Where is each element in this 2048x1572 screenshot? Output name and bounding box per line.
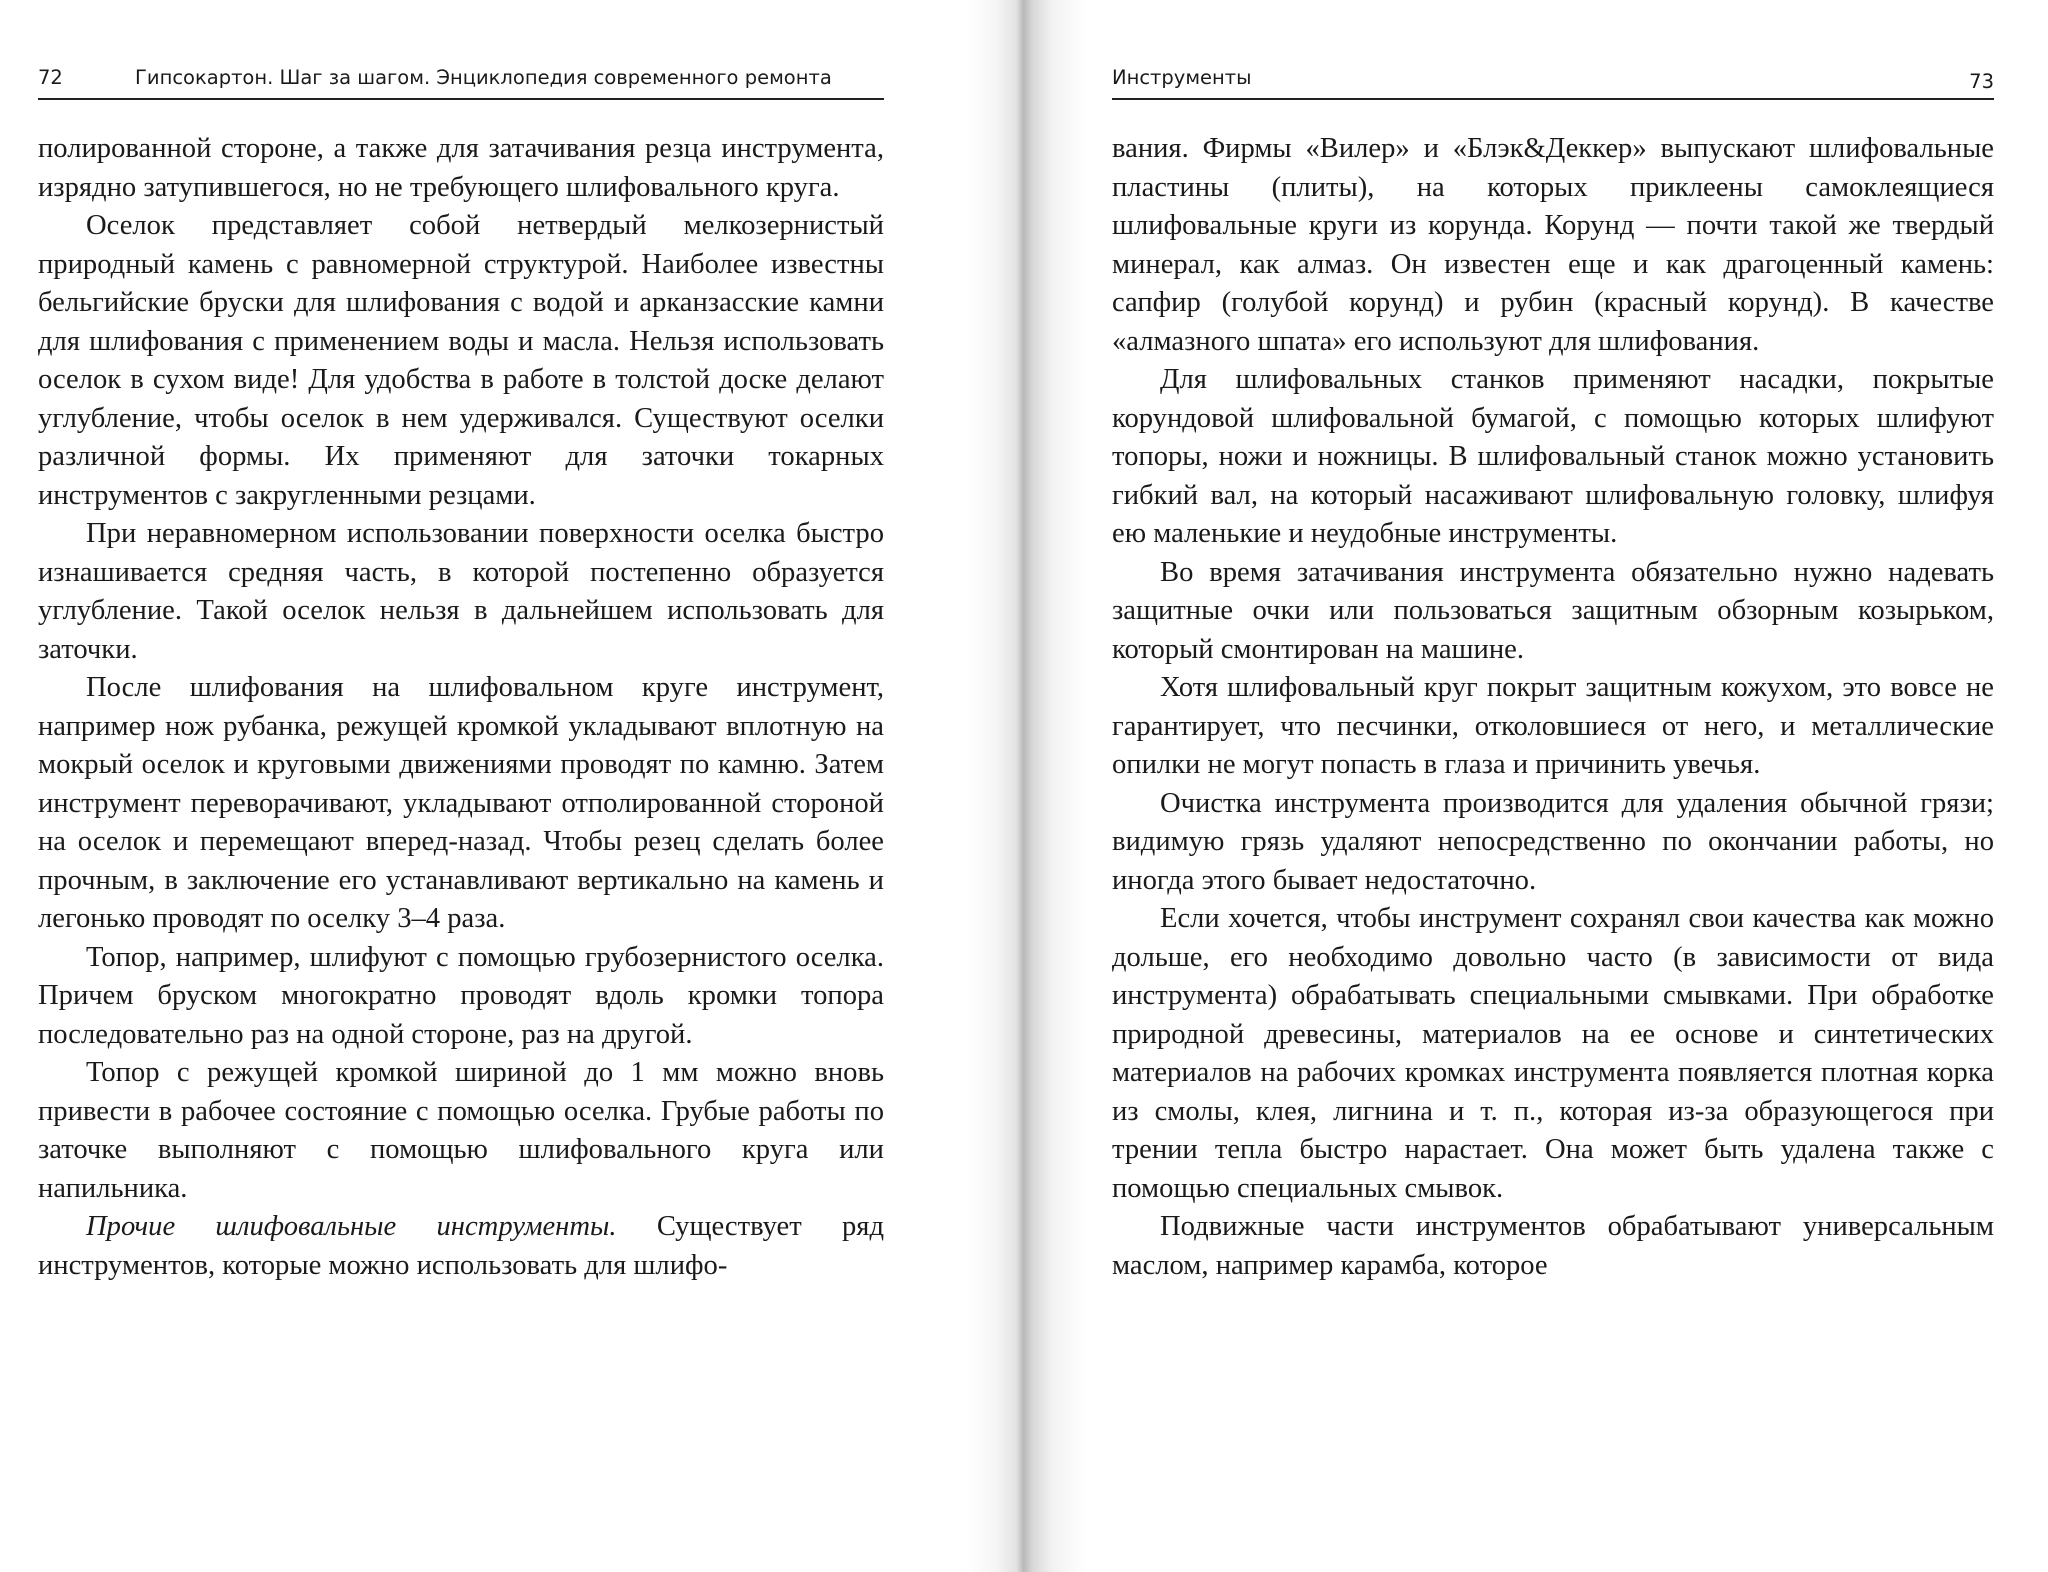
paragraph: Топор, например, шлифуют с помощью грубозернистого оселка. Причем бруском многократно проводят вдоль кромки топора последовательно раз на одной стороне, раз на другой. [38, 941, 884, 1050]
paragraph: При неравномерном использовании поверхности оселка быстро изнашивается средняя часть, в которой постепенно образуется углубление. Такой оселок нельзя в дальнейшем использовать для заточки. [38, 518, 884, 665]
paragraph: Во время затачивания инструмента обязательно нужно надевать защитные очки или пользоваться защитным обзорным козырьком, который смонтирован на машине. [1112, 556, 1994, 665]
left-page-body [38, 130, 884, 1285]
section-lead-italic: Прочие шлифовальные инструменты. [86, 1211, 617, 1242]
page-number: 73 [1969, 70, 1994, 93]
paragraph: После шлифования на шлифовальном круге инструмент, например нож рубанка, режущей кромкой укладывают вплотную на мокрый оселок и круговыми движениями проводят по камню. Затем инструмент переворачивают, укладывают отполированной стороной на оселок и перемещают вперед-назад. Чтобы резец сделать более прочным, в заключение его устанавливают вертикально на камень и легонько проводят по оселку 3–4 раза. [38, 672, 884, 934]
paragraph: Подвижные части инструментов обрабатывают универсальным маслом, например карамба, которое [1112, 1211, 1994, 1281]
paragraph: полированной стороне, а также для затачивания резца инструмента, изрядно затупившегося, но не требующего шлифовального круга. [38, 133, 884, 203]
right-page-body [1112, 130, 1994, 1285]
paragraph: Оселок представляет собой нетвердый мелкозернистый природный камень с равномерной структурой. Наиболее известны бельгийские бруски для шлифования с водой и арканзасские камни для шлифования с применением воды и масла. Нельзя использовать оселок в сухом виде! Для удобства в работе в толстой доске делают углубление, чтобы оселок в нем удерживался. Существуют оселки различной формы. Их применяют для заточки токарных инструментов с закругленными резцами. [38, 210, 884, 511]
left-page-header [38, 58, 884, 100]
running-title: Гипсокартон. Шаг за шагом. Энциклопедия современного ремонта [135, 66, 832, 89]
right-page-header [1112, 58, 1994, 100]
page-number: 72 [38, 66, 63, 89]
paragraph [38, 1208, 884, 1285]
running-title: Инструменты [1112, 66, 1252, 89]
paragraph: Хотя шлифовальный круг покрыт защитным кожухом, это вовсе не гарантирует, что песчинки, отколовшиеся от него, и металлические опилки не могут попасть в глаза и причинить увечья. [1112, 672, 1994, 780]
right-page [1086, 0, 2048, 1572]
paragraph: Топор с режущей кромкой шириной до 1 мм можно вновь привести в рабочее состояние с помощью оселка. Грубые работы по заточке выполняют с помощью шлифовального круга или напильника. [38, 1057, 884, 1204]
book-gutter [966, 0, 1086, 1572]
paragraph: Очистка инструмента производится для удаления обычной грязи; видимую грязь удаляют непосредственно по окончании работы, но иногда этого бывает недостаточно. [1112, 787, 1994, 896]
paragraph: Для шлифовальных станков применяют насадки, покрытые корундовой шлифовальной бумагой, с помощью которых шлифуют топоры, ножи и ножницы. В шлифовальный станок можно установить гибкий вал, на который насаживают шлифовальную головку, шлифуя ею маленькие и неудобные инструменты. [1112, 364, 1994, 549]
left-page [0, 0, 966, 1572]
paragraph-text: Существует ряд инструментов, которые можно использовать для шлифо- [38, 1211, 884, 1281]
paragraph: Если хочется, чтобы инструмент сохранял свои качества как можно дольше, его необходимо довольно часто (в зависимости от вида инструмента) обрабатывать специальными смывками. При обработке природной древесины, материалов на ее основе и синтетических материалов на рабочих кромках инструмента появляется плотная корка из смолы, клея, лигнина и т. п., которая из-за образующегося при трении тепла быстро нарастает. Она может быть удалена также с помощью специальных смывок. [1112, 903, 1994, 1204]
paragraph: вания. Фирмы «Вилер» и «Блэк&Деккер» выпускают шлифовальные пластины (плиты), на которых приклеены самоклеящиеся шлифовальные круги из корунда. Корунд — почти такой же твердый минерал, как алмаз. Он известен еще и как драгоценный камень: сапфир (голубой корунд) и рубин (красный корунд). В качестве «алмазного шпата» его используют для шлифования. [1112, 133, 1994, 357]
